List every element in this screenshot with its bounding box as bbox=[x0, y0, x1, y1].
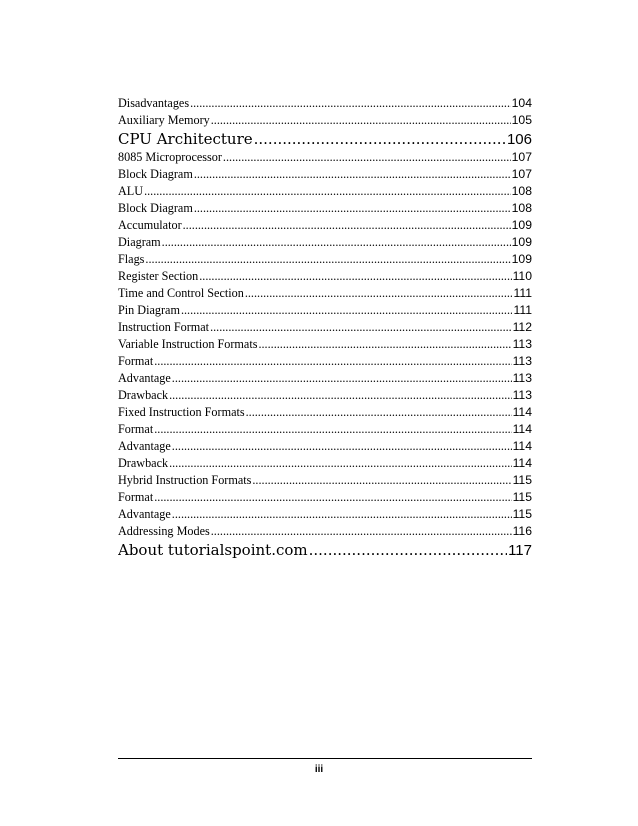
toc-entry-title: Format bbox=[118, 490, 154, 504]
toc-dot-leader bbox=[309, 540, 507, 560]
toc-entry-title: Accumulator bbox=[118, 218, 182, 232]
toc-entry-title: Variable Instruction Formats bbox=[118, 337, 258, 351]
toc-entry[interactable] bbox=[118, 353, 532, 370]
toc-dot-leader bbox=[199, 268, 511, 285]
table-of-contents bbox=[118, 95, 532, 560]
toc-entry[interactable] bbox=[118, 421, 532, 438]
toc-entry[interactable] bbox=[118, 183, 532, 200]
toc-entry-page-number: 113 bbox=[512, 388, 532, 402]
toc-entry-title: Disadvantages bbox=[118, 96, 190, 110]
toc-dot-leader bbox=[183, 217, 511, 234]
toc-dot-leader bbox=[210, 319, 512, 336]
toc-dot-leader bbox=[181, 302, 513, 319]
toc-entry-page-number: 108 bbox=[511, 184, 532, 198]
toc-entry[interactable] bbox=[118, 438, 532, 455]
toc-dot-leader bbox=[211, 112, 511, 129]
toc-dot-leader bbox=[145, 251, 510, 268]
toc-entry-page-number: 109 bbox=[511, 218, 532, 232]
toc-entry-page-number: 110 bbox=[512, 269, 532, 283]
toc-entry-title: Auxiliary Memory bbox=[118, 113, 210, 127]
toc-entry-title: 8085 Microprocessor bbox=[118, 150, 222, 164]
toc-entry-title: Hybrid Instruction Formats bbox=[118, 473, 252, 487]
toc-entry-title: Format bbox=[118, 422, 154, 436]
toc-entry-page-number: 114 bbox=[512, 439, 532, 453]
toc-entry[interactable] bbox=[118, 268, 532, 285]
toc-entry-page-number: 111 bbox=[513, 286, 532, 300]
toc-entry-title: Fixed Instruction Formats bbox=[118, 405, 245, 419]
toc-entry-title: Flags bbox=[118, 252, 145, 266]
toc-dot-leader bbox=[154, 353, 511, 370]
toc-chapter-entry[interactable] bbox=[118, 129, 532, 149]
toc-entry-page-number: 116 bbox=[512, 524, 532, 538]
footer-page-number: iii bbox=[314, 764, 324, 775]
toc-entry[interactable] bbox=[118, 506, 532, 523]
toc-entry[interactable] bbox=[118, 200, 532, 217]
toc-entry-title: Instruction Format bbox=[118, 320, 210, 334]
toc-entry[interactable] bbox=[118, 166, 532, 183]
toc-entry[interactable] bbox=[118, 112, 532, 129]
footer-divider bbox=[118, 758, 532, 759]
toc-dot-leader bbox=[252, 472, 511, 489]
toc-entry-page-number: 114 bbox=[512, 405, 532, 419]
toc-entry[interactable] bbox=[118, 302, 532, 319]
toc-dot-leader bbox=[172, 506, 512, 523]
toc-entry-page-number: 109 bbox=[511, 252, 532, 266]
toc-entry-title: Advantage bbox=[118, 439, 171, 453]
toc-entry[interactable] bbox=[118, 95, 532, 112]
toc-entry-page-number: 115 bbox=[512, 490, 532, 504]
toc-entry[interactable] bbox=[118, 217, 532, 234]
toc-entry-page-number: 113 bbox=[512, 354, 532, 368]
toc-entry[interactable] bbox=[118, 370, 532, 387]
toc-entry-page-number: 113 bbox=[512, 371, 532, 385]
toc-dot-leader bbox=[194, 166, 511, 183]
toc-entry-title: Advantage bbox=[118, 507, 171, 521]
toc-entry-page-number: 105 bbox=[511, 113, 532, 127]
toc-entry-title: ALU bbox=[118, 184, 144, 198]
toc-entry-page-number: 115 bbox=[512, 473, 532, 487]
toc-entry-page-number: 107 bbox=[511, 150, 532, 164]
toc-entry-title: Pin Diagram bbox=[118, 303, 180, 317]
toc-entry-page-number: 107 bbox=[511, 167, 532, 181]
toc-entry-title: Drawback bbox=[118, 388, 169, 402]
toc-entry-page-number: 114 bbox=[512, 456, 532, 470]
toc-entry[interactable] bbox=[118, 251, 532, 268]
toc-entry[interactable] bbox=[118, 455, 532, 472]
toc-entry-title: CPU Architecture bbox=[118, 130, 253, 148]
toc-dot-leader bbox=[169, 387, 511, 404]
toc-dot-leader bbox=[194, 200, 511, 217]
toc-entry-title: Register Section bbox=[118, 269, 199, 283]
toc-chapter-entry[interactable] bbox=[118, 540, 532, 560]
toc-entry[interactable] bbox=[118, 523, 532, 540]
toc-entry-page-number: 115 bbox=[512, 507, 532, 521]
toc-dot-leader bbox=[246, 404, 512, 421]
toc-entry-page-number: 112 bbox=[512, 320, 532, 334]
toc-entry-page-number: 108 bbox=[511, 201, 532, 215]
toc-dot-leader bbox=[154, 489, 511, 506]
toc-entry-title: About tutorialspoint.com bbox=[118, 541, 308, 559]
toc-entry[interactable] bbox=[118, 387, 532, 404]
toc-entry-title: Addressing Modes bbox=[118, 524, 210, 538]
toc-entry[interactable] bbox=[118, 472, 532, 489]
toc-dot-leader bbox=[245, 285, 513, 302]
toc-entry-title: Drawback bbox=[118, 456, 169, 470]
toc-dot-leader bbox=[211, 523, 512, 540]
toc-entry[interactable] bbox=[118, 234, 532, 251]
toc-entry-title: Block Diagram bbox=[118, 167, 193, 181]
toc-entry-page-number: 104 bbox=[511, 96, 532, 110]
toc-entry-page-number: 109 bbox=[511, 235, 532, 249]
toc-entry-title: Format bbox=[118, 354, 154, 368]
toc-entry[interactable] bbox=[118, 285, 532, 302]
toc-entry-page-number: 114 bbox=[512, 422, 532, 436]
toc-entry[interactable] bbox=[118, 319, 532, 336]
toc-dot-leader bbox=[162, 234, 511, 251]
toc-entry-page-number: 117 bbox=[508, 542, 532, 559]
toc-dot-leader bbox=[172, 370, 512, 387]
toc-entry-page-number: 113 bbox=[512, 337, 532, 351]
toc-entry-title: Diagram bbox=[118, 235, 161, 249]
toc-dot-leader bbox=[172, 438, 512, 455]
toc-entry-title: Time and Control Section bbox=[118, 286, 244, 300]
toc-entry[interactable] bbox=[118, 489, 532, 506]
toc-dot-leader bbox=[154, 421, 511, 438]
toc-dot-leader bbox=[169, 455, 511, 472]
toc-entry-page-number: 111 bbox=[513, 303, 532, 317]
toc-entry-title: Advantage bbox=[118, 371, 171, 385]
toc-dot-leader bbox=[190, 95, 511, 112]
toc-dot-leader bbox=[144, 183, 511, 200]
toc-dot-leader bbox=[254, 129, 506, 149]
toc-entry-title: Block Diagram bbox=[118, 201, 193, 215]
toc-entry[interactable] bbox=[118, 149, 532, 166]
toc-dot-leader bbox=[258, 336, 511, 353]
toc-entry[interactable] bbox=[118, 336, 532, 353]
toc-entry-page-number: 106 bbox=[506, 131, 532, 148]
toc-entry[interactable] bbox=[118, 404, 532, 421]
toc-dot-leader bbox=[223, 149, 511, 166]
